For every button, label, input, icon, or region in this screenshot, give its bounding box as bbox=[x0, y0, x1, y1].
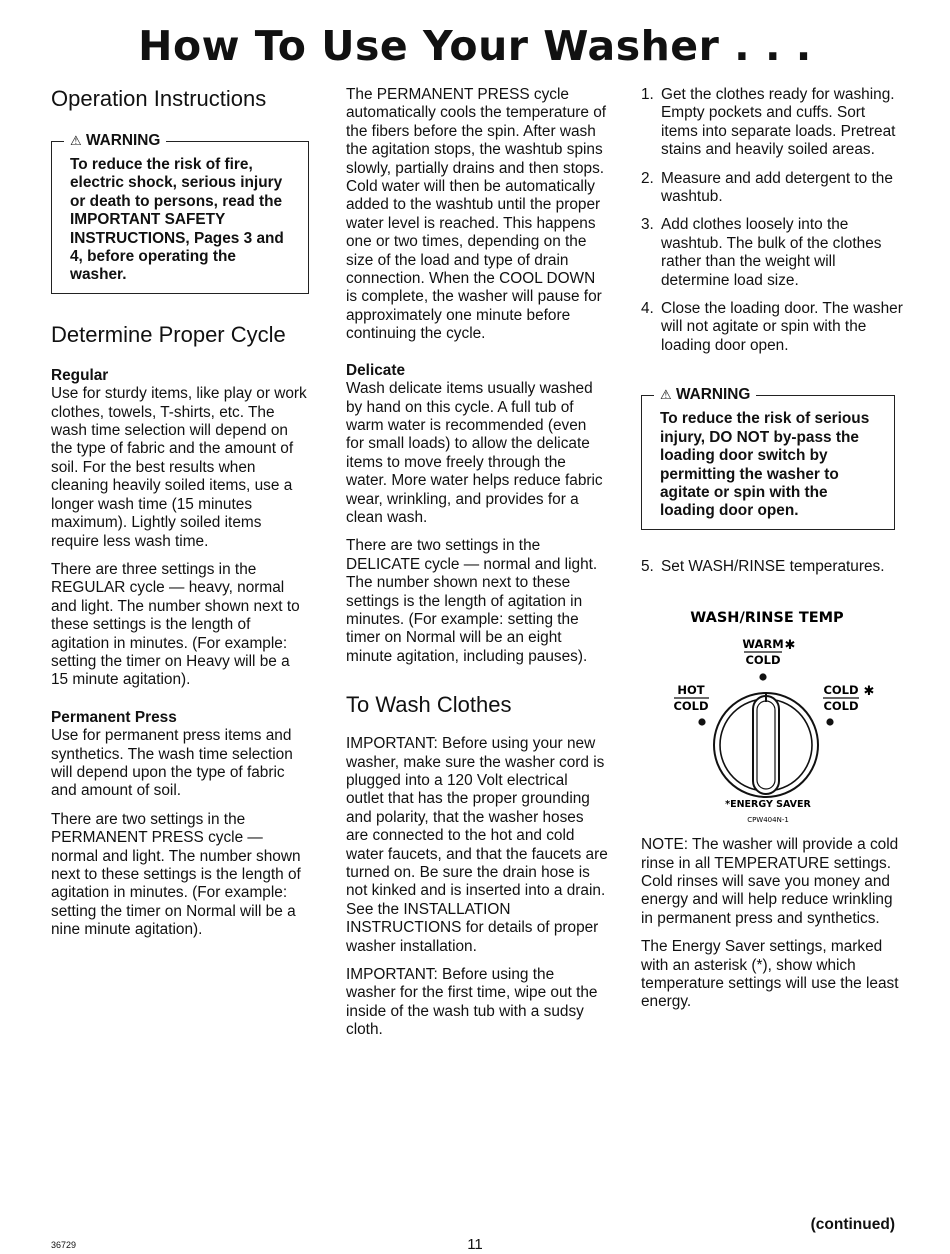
important-setup-paragraph: IMPORTANT: Before using your new washer, make sure the washer cord is plugged into a 120 Volt electrical outlet that has the proper grounding and polarity, that the washer hoses are connected to the hot and cold water faucets, and that the faucets are turned on. Be sure the drain hose is not kinked and is inserted into a drain. bbox=[346, 735, 608, 900]
step-text: Measure and add detergent to the washtub. bbox=[661, 169, 893, 206]
permanent-press-continued: The PERMANENT PRESS cycle automatically cools the temperature of the fibers before the spin. After wash the agitation stops, the washtub spins slowly, partially drains and then stops. Cold water will then be automatically added to the washtub until the proper water level is reached. This happens one or two times, depending on the size of the load and type of drain connection. When the COOL DOWN is complete, the washer will pause for approximately one minute before continuing the cycle. bbox=[346, 86, 607, 343]
cold-indicator-dot bbox=[826, 719, 833, 726]
warning-label-text: WARNING bbox=[675, 386, 751, 404]
column-right bbox=[641, 86, 905, 1022]
warning-text: To reduce the risk of fire, electric shock, serious injury or death to persons, read the IMPORTANT SAFETY INSTRUCTIONS, Pages 3 and 4, before operating the washer. bbox=[70, 156, 284, 284]
warning-label-text: WARNING bbox=[85, 132, 161, 149]
list-item bbox=[641, 170, 905, 207]
regular-paragraph-2: There are three settings in the REGULAR cycle — heavy, normal and light. The number shown next to these settings is the length of agitation in minutes. (For example: setting the timer on Heavy will be a 15 minute agitation). bbox=[51, 560, 300, 689]
wash-rinse-temp-diagram bbox=[641, 600, 905, 825]
warning-triangle-icon: ⚠ bbox=[70, 133, 82, 148]
cold-cold-label: COLD bbox=[823, 699, 859, 714]
steps-list-continued bbox=[641, 558, 905, 576]
regular-paragraph-1: Use for sturdy items, like play or work clothes, towels, T-shirts, etc. The wash time selection will depend on the type of fabric and the amount of soil. For the best results when cleaning heavily soiled items, use a longer wash time (15 minutes maximum). Lightly soiled items require less wash time. bbox=[51, 385, 307, 550]
continued-label: (continued) bbox=[810, 1216, 895, 1233]
step-number: 3. bbox=[641, 216, 654, 234]
warning-text: To reduce the risk of serious injury, DO NOT by-pass the loading door switch by permitting the washer to agitate or spin with the loading door open. bbox=[660, 410, 870, 520]
door-warning-box bbox=[641, 386, 895, 529]
warning-label bbox=[654, 386, 756, 404]
page-number: 11 bbox=[467, 1236, 483, 1253]
warm-label: WARM bbox=[742, 637, 784, 652]
steps-list bbox=[641, 86, 905, 355]
delicate-subheading: Delicate bbox=[346, 361, 406, 379]
step-text: Set WASH/RINSE temperatures. bbox=[661, 557, 885, 575]
permanent-press-subheading: Permanent Press bbox=[51, 708, 177, 726]
delicate-paragraph-2: There are two settings in the DELICATE cycle — normal and light. The number shown next to these settings is the length of agitation in minutes. (For example: setting the timer on Normal will be an eight minute agitation, including pauses). bbox=[346, 537, 598, 665]
important-first-use-paragraph: IMPORTANT: Before using the washer for the first time, wipe out the inside of the wash tub with a sudsy cloth. bbox=[346, 966, 598, 1039]
energy-saver-note: The Energy Saver settings, marked with an asterisk (*), show which temperature settings will use the least energy. bbox=[641, 938, 899, 1011]
cold-rinse-note: NOTE: The washer will provide a cold rinse in all TEMPERATURE settings. Cold rinses will save you money and energy and will help reduce wrinkling in permanent press and synthetics. bbox=[641, 836, 899, 927]
energy-saver-label: *ENERGY SAVER bbox=[725, 799, 811, 811]
delicate-paragraph-1: Wash delicate items usually washed by hand on this cycle. A full tub of warm water is recommended (even for small loads) to allow the delicate items to move freely through the water. More water helps reduce fabric wear, wrinkling, and provides for a clean wash. bbox=[346, 380, 603, 526]
cold-asterisk-icon: ✱ bbox=[863, 684, 875, 700]
step-text: Add clothes loosely into the washtub. The bulk of the clothes rather than the weight will determine load size. bbox=[661, 216, 882, 289]
warning-label bbox=[64, 132, 166, 150]
list-item bbox=[641, 216, 905, 290]
list-item bbox=[641, 300, 905, 355]
step-number: 5. bbox=[641, 557, 654, 575]
permanent-press-paragraph-2: There are two settings in the PERMANENT PRESS cycle — normal and light. The number shown next to these settings is the length of agitation in minutes. (For example: setting the timer on Normal will be a nine minute agitation). bbox=[51, 810, 301, 939]
cold-label: COLD bbox=[823, 683, 859, 698]
list-item bbox=[641, 86, 905, 160]
hot-cold-label: COLD bbox=[673, 699, 709, 714]
fire-warning-box bbox=[51, 132, 309, 294]
warm-asterisk-icon: ✱ bbox=[784, 638, 796, 654]
regular-subheading: Regular bbox=[51, 366, 109, 384]
temp-dial-svg bbox=[641, 600, 905, 825]
step-text: Get the clothes ready for washing. Empty pockets and cuffs. Sort items into separate loads. Pretreat stains and heavily soiled areas. bbox=[661, 86, 896, 159]
warm-cold-label: COLD bbox=[745, 653, 781, 668]
document-number: 36729 bbox=[51, 1240, 77, 1250]
determine-cycle-heading: Determine Proper Cycle bbox=[51, 321, 286, 347]
dial-title: WASH/RINSE TEMP bbox=[690, 610, 844, 627]
step-number: 1. bbox=[641, 86, 654, 103]
column-middle bbox=[346, 86, 608, 1050]
warm-indicator-dot bbox=[759, 674, 766, 681]
column-left bbox=[51, 86, 309, 950]
installation-note: See the INSTALLATION INSTRUCTIONS for details of proper washer installation. bbox=[346, 900, 599, 955]
hot-indicator-dot bbox=[698, 719, 705, 726]
step-text: Close the loading door. The washer will not agitate or spin with the loading door open. bbox=[661, 300, 903, 354]
warning-triangle-icon: ⚠ bbox=[660, 387, 672, 403]
step-number: 2. bbox=[641, 169, 654, 187]
figure-code: CPW404N-1 bbox=[747, 816, 789, 825]
permanent-press-paragraph-1: Use for permanent press items and synthetics. The wash time selection will depend upon the type of fabric and amount of soil. bbox=[51, 727, 293, 800]
page-title: How To Use Your Washer . . . bbox=[138, 22, 812, 70]
operation-instructions-heading: Operation Instructions bbox=[51, 86, 267, 111]
wash-clothes-heading: To Wash Clothes bbox=[346, 692, 512, 718]
hot-label: HOT bbox=[677, 683, 705, 698]
list-item bbox=[641, 558, 905, 576]
step-number: 4. bbox=[641, 300, 654, 318]
